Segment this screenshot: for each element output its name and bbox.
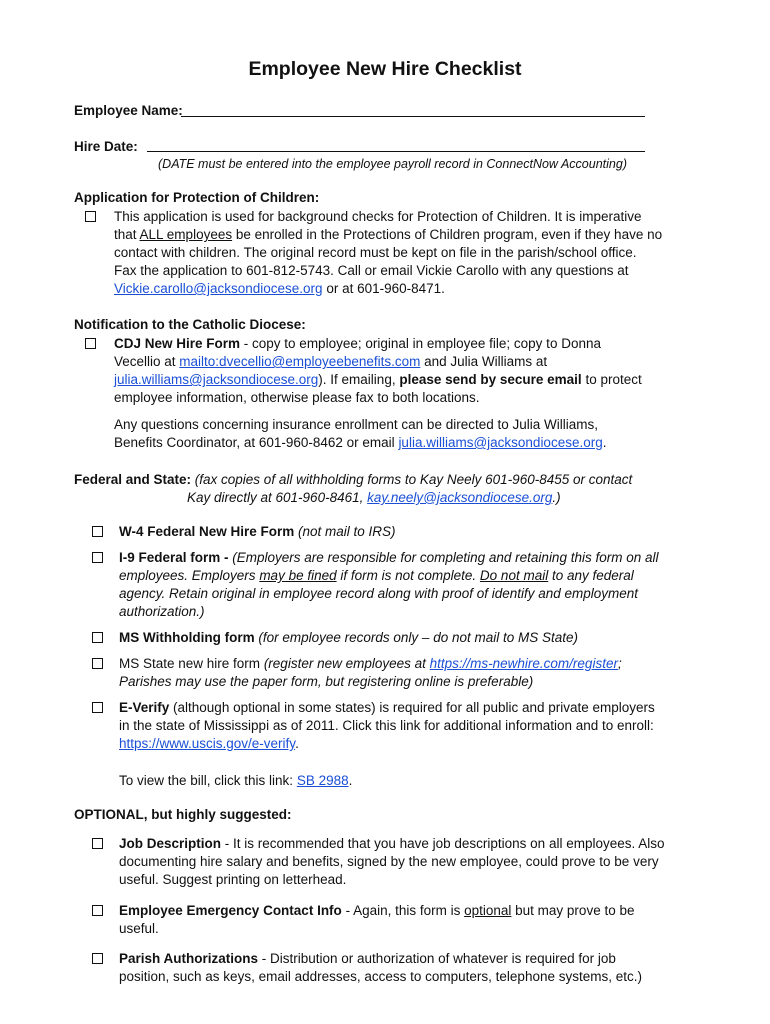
e-verify-link[interactable]: https://www.uscis.gov/e-verify xyxy=(119,736,296,751)
ms-newhire-link[interactable]: https://ms-newhire.com/register xyxy=(429,656,618,671)
ms-withholding-text: MS Withholding form (for employee records only – do not mail to MS State) xyxy=(119,630,579,645)
checkbox-parish-authorizations[interactable] xyxy=(92,953,103,964)
protection-text: This application is used for background checks for Protection of Children. It is imperative that ALL employees be enrolled in the Protections of Children program, even if they have no contact with children. The original record must be kept on file in the parish/school office. Fax the application to 601-812-5743. Call or email Vickie Carollo with any questions at Vickie.carollo@jacksondiocese.org or at 601-960-8471. xyxy=(114,209,663,296)
employee-name-field[interactable] xyxy=(181,116,645,117)
insurance-questions-text: Any questions concerning insurance enrollment can be directed to Julia Williams, Benefits Coordinator, at 601-960-8462 or email julia.williams@jacksondiocese.org. xyxy=(114,417,607,450)
checkbox-ms-newhire[interactable] xyxy=(92,658,103,669)
checkbox-job-description[interactable] xyxy=(92,838,103,849)
cdj-text: CDJ New Hire Form - copy to employee; original in employee file; copy to Donna Vecellio at mailto:dvecellio@employeebenefits.com and Julia Williams at julia.williams@jacksondiocese.org). If emailing, please send by secure email to protect employee information, otherwise please fax to both locations. xyxy=(114,336,642,405)
w4-text: W-4 Federal New Hire Form (not mail to IRS) xyxy=(119,524,396,539)
e-verify-text: E-Verify (although optional in some states) is required for all public and private employers in the state of Mississippi as of 2011. Click this link for additional information and to enroll: https://www.uscis.gov/e-verify. xyxy=(119,700,655,751)
mailto-link-vecellio[interactable]: mailto:dvecellio@employeebenefits.com xyxy=(179,354,421,369)
email-link-neely[interactable]: kay.neely@jacksondiocese.org xyxy=(367,490,553,505)
checkbox-ms-withholding[interactable] xyxy=(92,632,103,643)
sb-2988-link[interactable]: SB 2988 xyxy=(296,773,349,788)
federal-note-line2: Kay directly at 601-960-8461, kay.neely@jacksondiocese.org.) xyxy=(187,490,561,505)
checkbox-i9[interactable] xyxy=(92,552,103,563)
checkbox-protection[interactable] xyxy=(85,211,96,222)
page-title: Employee New Hire Checklist xyxy=(248,58,522,80)
hire-date-field[interactable] xyxy=(147,151,645,152)
email-link-carollo[interactable]: Vickie.carollo@jacksondiocese.org xyxy=(114,281,323,296)
checkbox-cdj[interactable] xyxy=(85,338,96,349)
hire-date-label: Hire Date: xyxy=(74,139,138,154)
ms-newhire-text: MS State new hire form (register new employees at https://ms-newhire.com/register; Parishes may use the paper form, but registering online is preferable) xyxy=(119,656,622,689)
checkbox-emergency-contact[interactable] xyxy=(92,905,103,916)
email-link-williams[interactable]: julia.williams@jacksondiocese.org xyxy=(114,372,319,387)
federal-heading-line: Federal and State: (fax copies of all withholding forms to Kay Neely 601-960-8455 or contact xyxy=(74,472,633,487)
job-description-text: Job Description - It is recommended that you have job descriptions on all employees. Also documenting hire salary and benefits, signed by the new employee, could prove to be very useful. Suggest printing on letterhead. xyxy=(119,836,665,887)
hire-date-note: (DATE must be entered into the employee payroll record in ConnectNow Accounting) xyxy=(158,157,627,171)
checkbox-e-verify[interactable] xyxy=(92,702,103,713)
section-heading-optional: OPTIONAL, but highly suggested: xyxy=(74,807,292,822)
section-heading-notification: Notification to the Catholic Diocese: xyxy=(74,317,306,332)
email-link-williams-2[interactable]: julia.williams@jacksondiocese.org xyxy=(398,435,603,450)
i9-text: I-9 Federal form - (Employers are responsible for completing and retaining this form on all employees. Employers may be fined if form is not complete. Do not mail to any federal agency. Retain original in employee record along with proof of identify and employment authorization.) xyxy=(119,550,659,619)
checkbox-w4[interactable] xyxy=(92,526,103,537)
section-heading-federal: Federal and State: xyxy=(74,472,192,487)
parish-authorizations-text: Parish Authorizations - Distribution or authorization of whatever is required for job position, such as keys, email addresses, access to computers, telephone systems, etc.) xyxy=(119,951,642,984)
section-heading-protection: Application for Protection of Children: xyxy=(74,190,320,205)
emergency-contact-text: Employee Emergency Contact Info - Again, this form is optional but may prove to be useful. xyxy=(119,903,635,936)
bill-text: To view the bill, click this link: SB 2988. xyxy=(119,773,353,788)
employee-name-label: Employee Name: xyxy=(74,103,183,118)
